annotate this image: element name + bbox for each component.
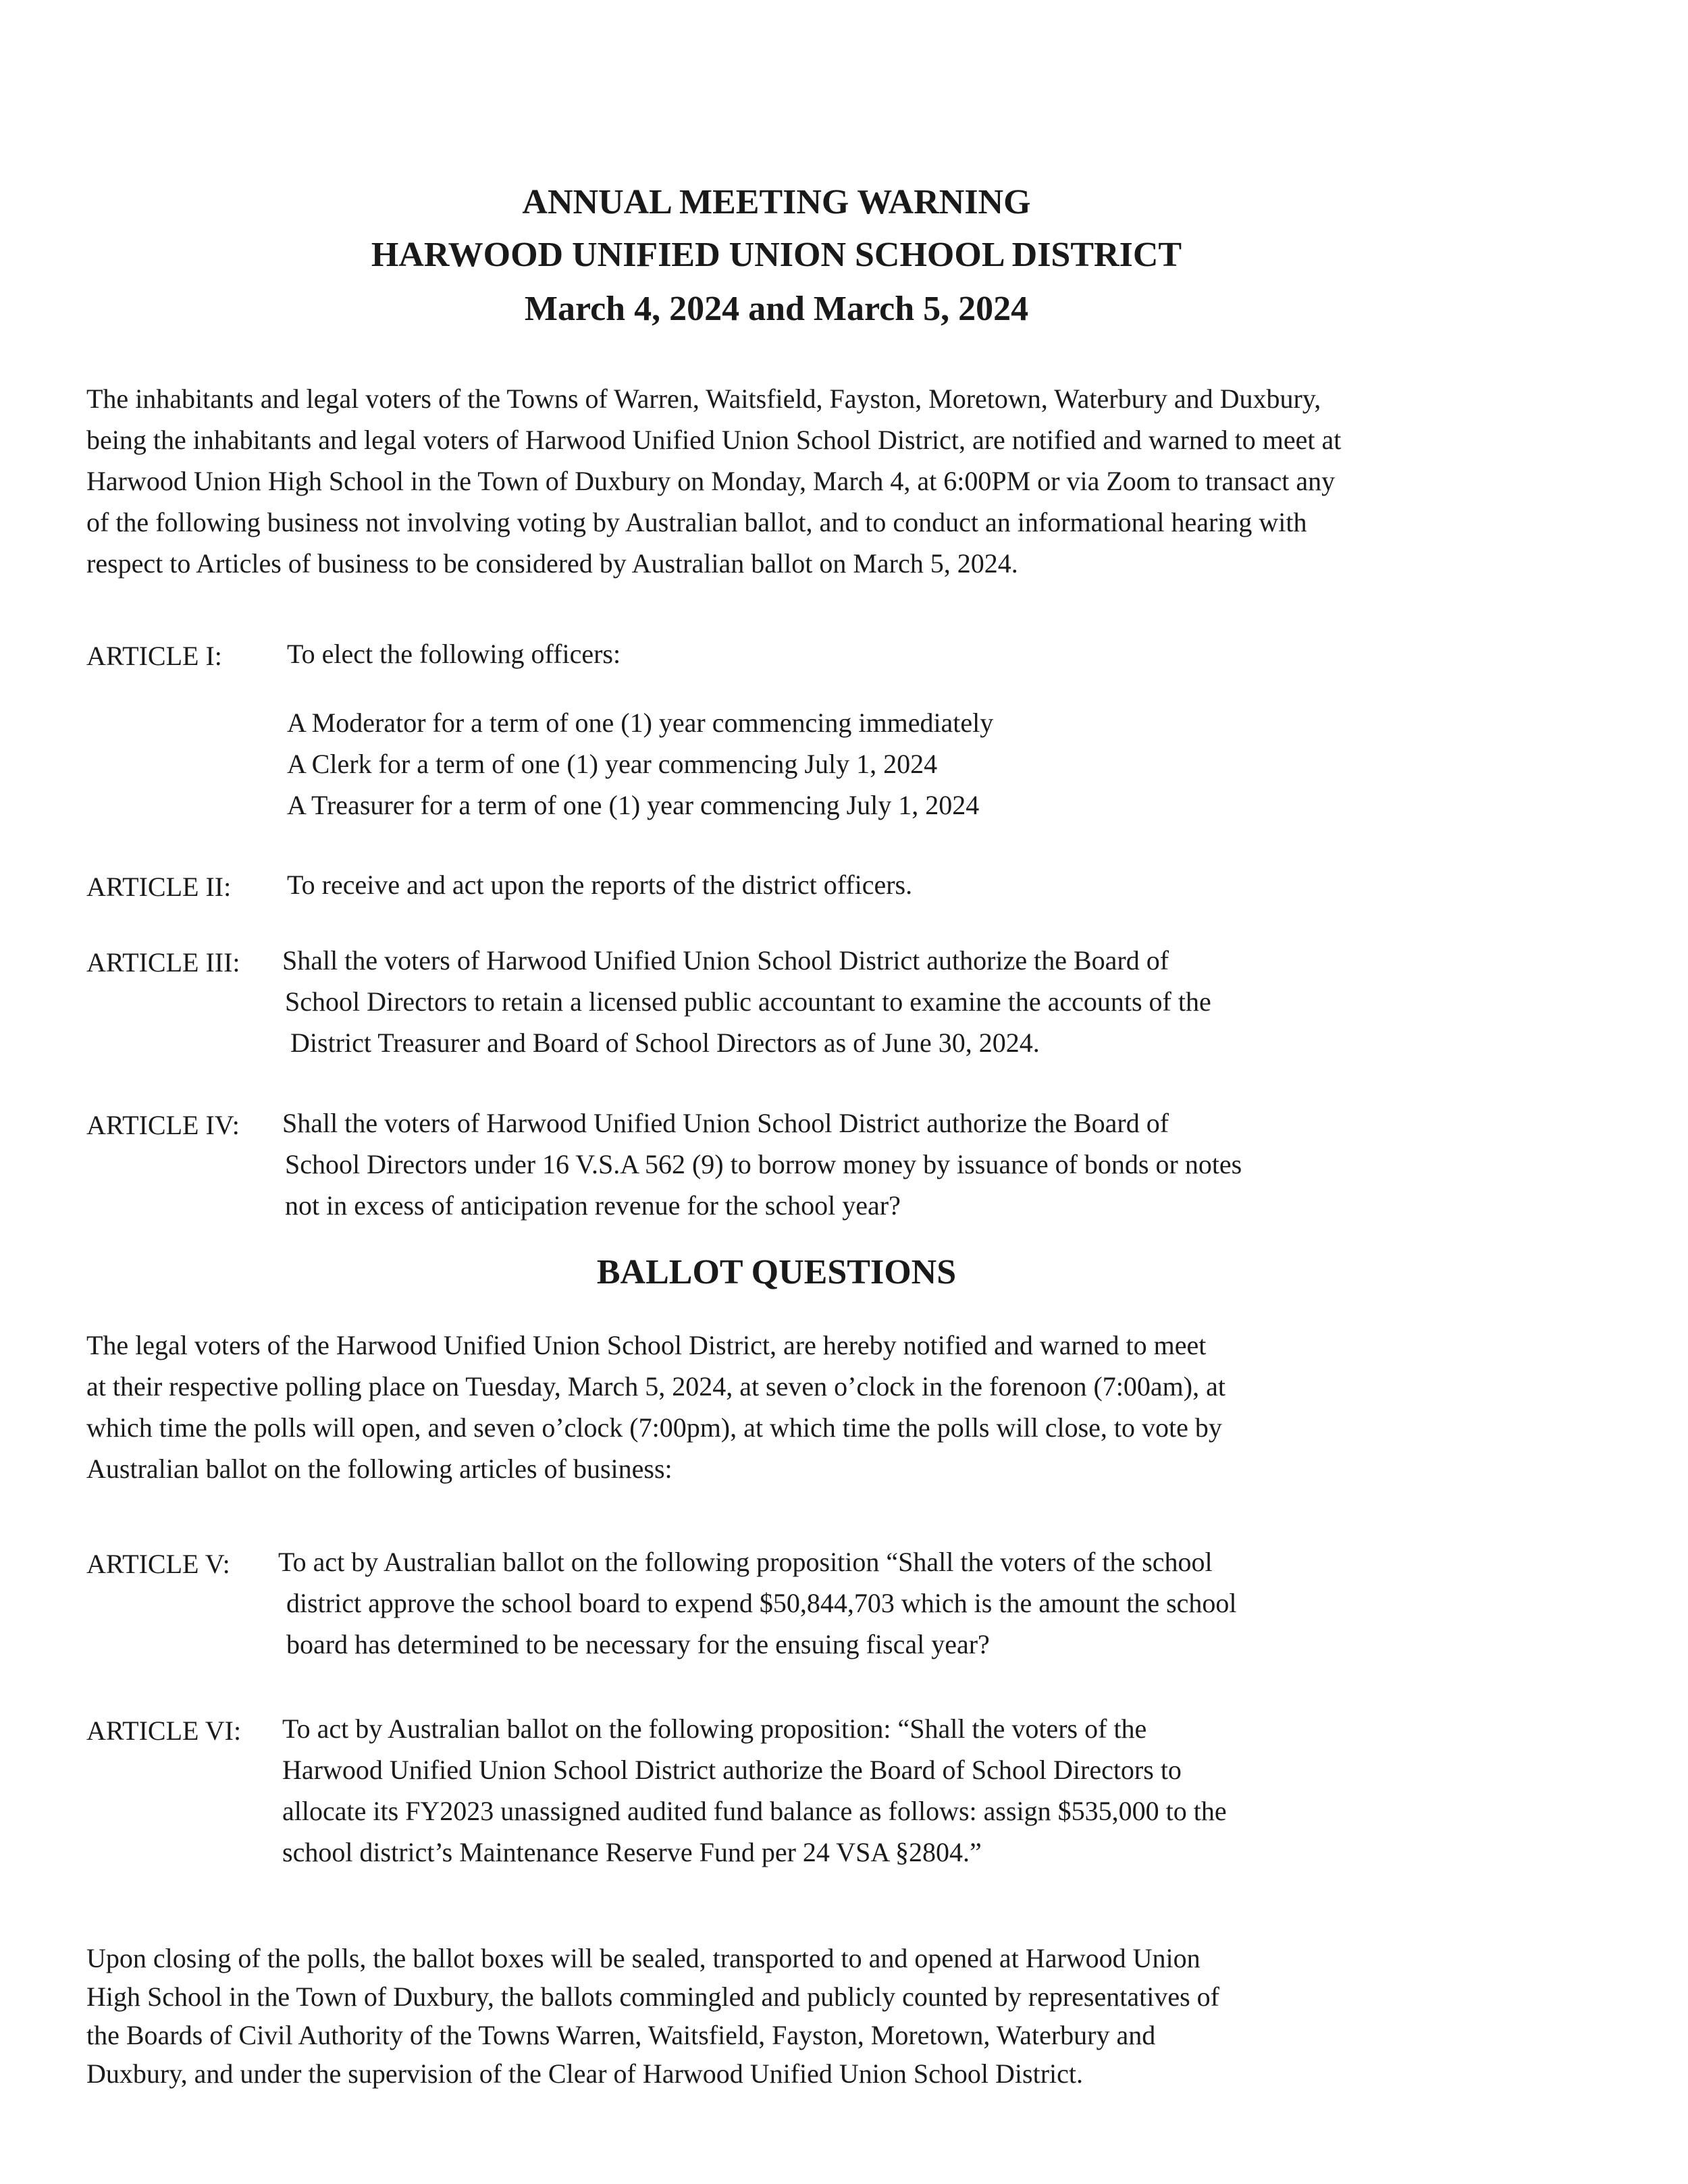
article-1-text bbox=[287, 633, 621, 674]
article-line: To act by Australian ballot on the following proposition “Shall the voters of the school bbox=[278, 1547, 1213, 1577]
article-line: Shall the voters of Harwood Unified Union School District authorize the Board of bbox=[282, 1108, 1169, 1138]
article-line: district approve the school board to expend $50,844,703 which is the amount the school bbox=[286, 1588, 1237, 1618]
article-line: Shall the voters of Harwood Unified Union School District authorize the Board of bbox=[282, 945, 1169, 976]
article-line: To elect the following officers: bbox=[287, 639, 621, 669]
article-line: Harwood Unified Union School District authorize the Board of School Directors to bbox=[282, 1755, 1182, 1785]
closing-line: High School in the Town of Duxbury, the ballots commingled and publicly counted by representatives of bbox=[86, 1981, 1219, 2012]
article-line: District Treasurer and Board of School Directors as of June 30, 2024. bbox=[290, 1028, 1040, 1058]
intro-paragraph bbox=[86, 378, 1341, 584]
article-line: School Directors under 16 V.S.A 562 (9) to borrow money by issuance of bonds or notes bbox=[285, 1149, 1242, 1179]
ballot-paragraph bbox=[86, 1325, 1225, 1489]
article-6-text bbox=[282, 1708, 1227, 1873]
article-line: allocate its FY2023 unassigned audited fund balance as follows: assign $535,000 to the bbox=[282, 1796, 1227, 1826]
officer-item: A Moderator for a term of one (1) year commencing immediately bbox=[287, 708, 994, 738]
district-name: HARWOOD UNIFIED UNION SCHOOL DISTRICT bbox=[371, 236, 1182, 274]
closing-line: Upon closing of the polls, the ballot boxes will be sealed, transported to and opened at Harwood Union bbox=[86, 1943, 1201, 1973]
article-2-label: ARTICLE II: bbox=[86, 872, 232, 902]
document-title: ANNUAL MEETING WARNING bbox=[522, 183, 1031, 221]
closing-line: the Boards of Civil Authority of the Towns Warren, Waitsfield, Fayston, Moretown, Waterbury and bbox=[86, 2020, 1156, 2050]
intro-line: The inhabitants and legal voters of the Towns of Warren, Waitsfield, Fayston, Moretown, Waterbury and Duxbury, bbox=[86, 383, 1321, 414]
article-6-label: ARTICLE VI: bbox=[86, 1715, 242, 1746]
ballot-line: The legal voters of the Harwood Unified Union School District, are hereby notified and warned to meet bbox=[86, 1330, 1207, 1360]
article-5-label: ARTICLE V: bbox=[86, 1549, 230, 1579]
article-line: not in excess of anticipation revenue for the school year? bbox=[285, 1190, 901, 1221]
article-3-text bbox=[282, 940, 1211, 1063]
officer-item: A Treasurer for a term of one (1) year commencing July 1, 2024 bbox=[287, 790, 980, 820]
ballot-line: at their respective polling place on Tuesday, March 5, 2024, at seven o’clock in the forenoon (7:00am), at bbox=[86, 1371, 1225, 1402]
article-2-text bbox=[287, 864, 912, 905]
article-3-label: ARTICLE III: bbox=[86, 947, 240, 978]
article-line: To receive and act upon the reports of the district officers. bbox=[287, 870, 913, 900]
article-line: school district’s Maintenance Reserve Fund per 24 VSA §2804.” bbox=[282, 1837, 982, 1867]
article-5-text bbox=[278, 1541, 1237, 1665]
intro-line: being the inhabitants and legal voters of Harwood Unified Union School District, are notified and warned to meet at bbox=[86, 425, 1342, 455]
article-4-text bbox=[282, 1102, 1242, 1226]
article-4-label: ARTICLE IV: bbox=[86, 1110, 240, 1140]
article-1-officers bbox=[287, 702, 993, 826]
meeting-dates: March 4, 2024 and March 5, 2024 bbox=[524, 290, 1029, 328]
intro-line: Harwood Union High School in the Town of Duxbury on Monday, March 4, at 6:00PM or via Zoom to transact any bbox=[86, 466, 1336, 496]
ballot-line: Australian ballot on the following articles of business: bbox=[86, 1454, 672, 1484]
intro-line: of the following business not involving voting by Australian ballot, and to conduct an informational hearing with bbox=[86, 507, 1307, 537]
closing-paragraph bbox=[86, 1939, 1219, 2093]
intro-line: respect to Articles of business to be considered by Australian ballot on March 5, 2024. bbox=[86, 548, 1018, 579]
article-line: To act by Australian ballot on the following proposition: “Shall the voters of the bbox=[282, 1713, 1147, 1744]
article-1-label: ARTICLE I: bbox=[86, 641, 222, 671]
article-line: School Directors to retain a licensed public accountant to examine the accounts of the bbox=[285, 986, 1211, 1017]
officer-item: A Clerk for a term of one (1) year commencing July 1, 2024 bbox=[287, 749, 938, 779]
article-line: board has determined to be necessary for the ensuing fiscal year? bbox=[286, 1629, 990, 1659]
closing-line: Duxbury, and under the supervision of the Clear of Harwood Unified Union School District. bbox=[86, 2058, 1083, 2089]
ballot-line: which time the polls will open, and seven o’clock (7:00pm), at which time the polls will close, to vote by bbox=[86, 1412, 1222, 1443]
ballot-questions-heading: BALLOT QUESTIONS bbox=[596, 1253, 957, 1291]
